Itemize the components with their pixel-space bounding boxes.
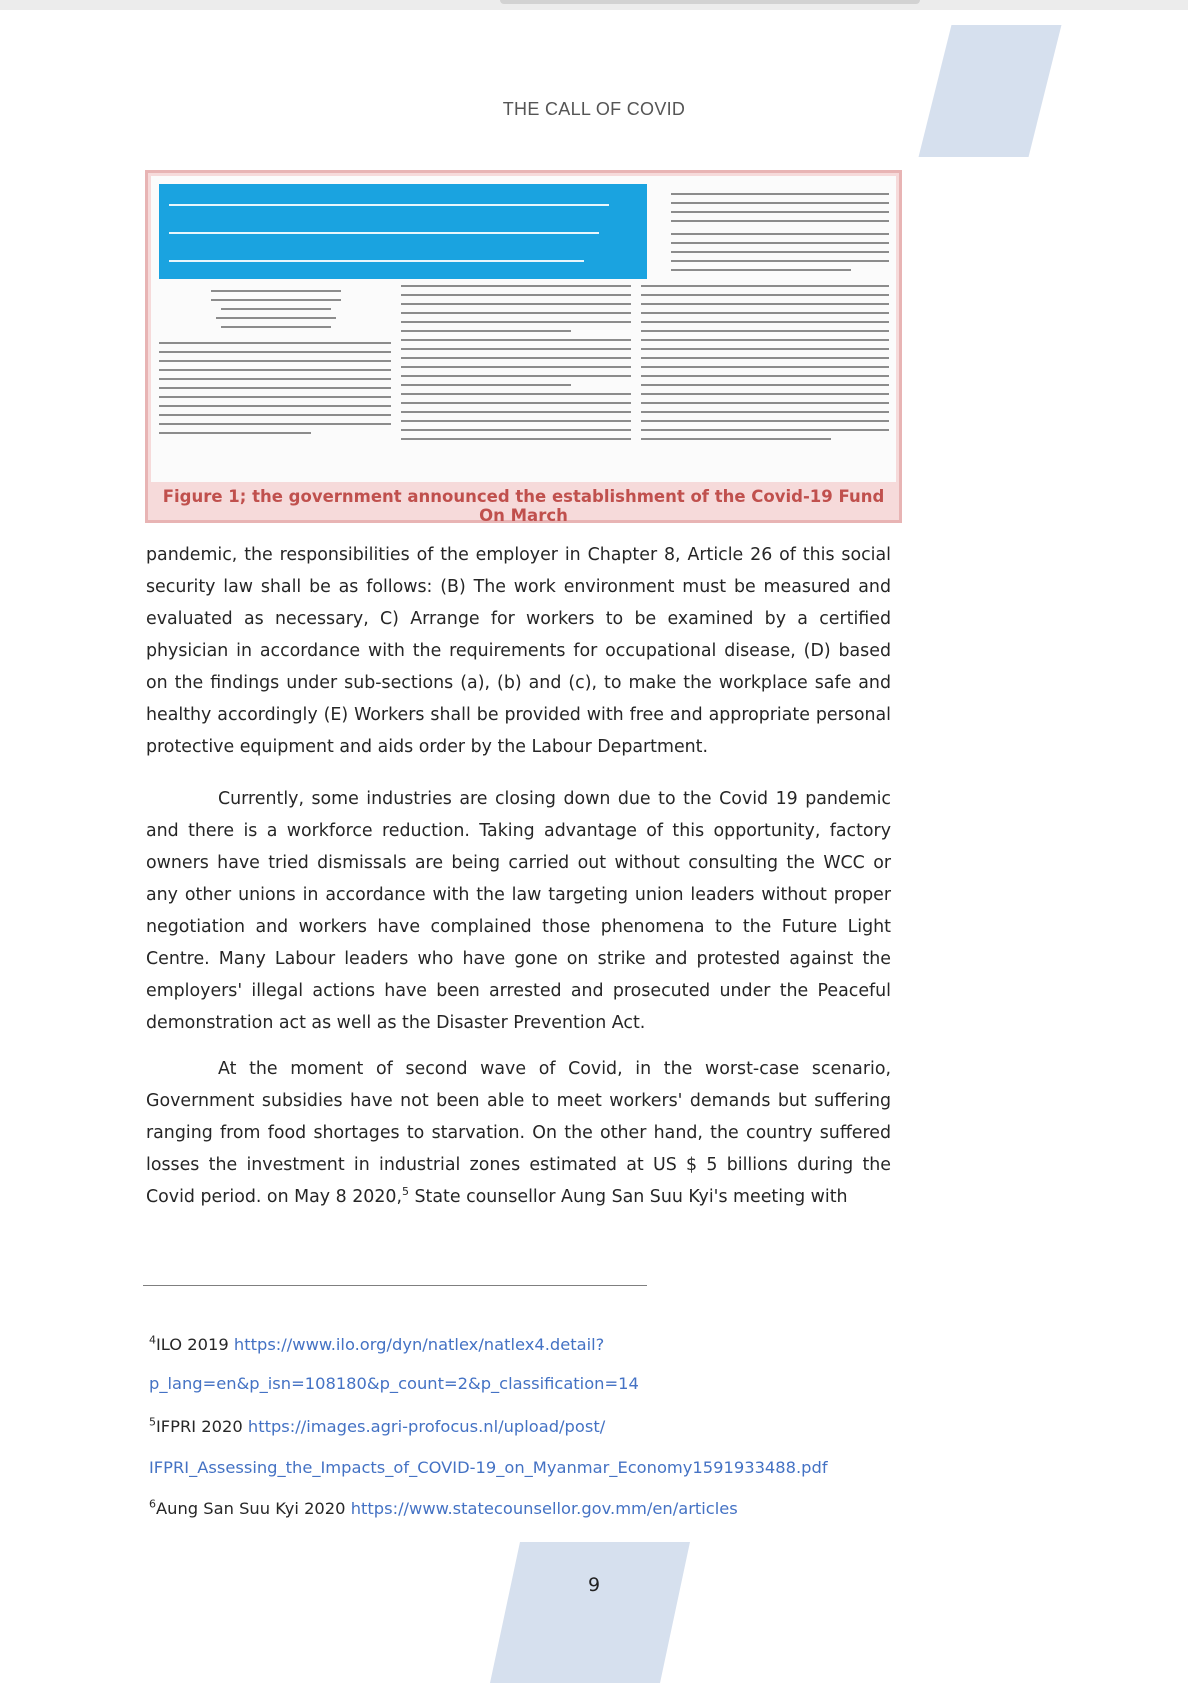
page-decoration-top xyxy=(919,25,1062,157)
paragraph-2 xyxy=(146,783,891,1039)
footnote-4-cont xyxy=(149,1374,639,1393)
running-head: THE CALL OF COVID xyxy=(502,99,686,119)
footnote-5: $^5$IFPRI 2020 https://images.agri-profocus.nl/upload/post/ xyxy=(149,1415,606,1436)
figure-1 xyxy=(145,170,902,523)
footnote-4: $^4$ILO 2019 https://www.ilo.org/dyn/natlex/natlex4.detail? xyxy=(149,1333,605,1354)
footnote-4-link[interactable]: https://www.ilo.org/dyn/natlex/natlex4.detail? xyxy=(233,1335,605,1354)
page-decoration-bottom xyxy=(490,1542,690,1683)
announcement-image xyxy=(151,176,896,482)
paragraph-2-text: Currently, some industries are closing down due to the Covid 19 pandemic and there is a workforce reduction. Taking advantage of this opportunity, factory owners have tried dismissals are being carried out without consulting the WCC or any other unions in accordance with the law targeting union leaders without proper negotiation and workers have complained those phenomena to the Future Light Centre. Many Labour leaders who have gone on strike and protested against the employers' illegal actions have been arrested and prosecuted under the Peaceful demonstration act as well as the Disaster Prevention Act. xyxy=(146,789,891,1033)
footnote-ref-5[interactable]: 5 xyxy=(401,1185,409,1199)
footnote-5-link-cont[interactable]: IFPRI_Assessing_the_Impacts_of_COVID-19_on_Myanmar_Economy1591933488.pdf xyxy=(149,1458,828,1477)
viewer-top-bar xyxy=(0,0,1188,10)
footnote-6: $^6$Aung San Suu Kyi 2020 https://www.statecounsellor.gov.mm/en/articles xyxy=(149,1497,738,1518)
page-number: 9 xyxy=(587,1574,601,1596)
paragraph-3 xyxy=(146,1053,891,1213)
document-page xyxy=(0,10,1188,1683)
footnote-separator xyxy=(143,1285,647,1286)
footnote-5-cont xyxy=(149,1458,828,1477)
figure-caption: Figure 1; the government announced the establishment of the Covid-19 Fund On March xyxy=(162,487,885,525)
footnote-4-link-cont[interactable]: p_lang=en&p_isn=108180&p_count=2&p_classification=14 xyxy=(149,1374,639,1393)
footnote-5-link[interactable]: https://images.agri-profocus.nl/upload/post/ xyxy=(247,1417,606,1436)
announcement-text-block xyxy=(151,176,896,482)
viewer-tab-indicator xyxy=(500,0,920,4)
footnote-6-link[interactable]: https://www.statecounsellor.gov.mm/en/articles xyxy=(350,1499,738,1518)
paragraph-3-text: At the moment of second wave of Covid, in the worst-case scenario, Government subsidies have not been able to meet workers' demands but suffering ranging from food shortages to starvation. On the other hand, the country suffered losses the investment in industrial zones estimated at US $ 5 billions during the Covid period. on May 8 2020,$^5$ State counsellor Aung San Suu Kyi's meeting with xyxy=(146,1059,891,1207)
paragraph-1 xyxy=(146,539,891,763)
paragraph-1-text: pandemic, the responsibilities of the employer in Chapter 8, Article 26 of this social security law shall be as follows: (B) The work environment must be measured and evaluated as necessary, C) Arrange for workers to be examined by a certified physician in accordance with the requirements for occupational disease, (D) based on the findings under sub-sections (a), (b) and (c), to make the workplace safe and healthy accordingly (E) Workers shall be provided with free and appropriate personal protective equipment and aids order by the Labour Department. xyxy=(146,545,891,757)
